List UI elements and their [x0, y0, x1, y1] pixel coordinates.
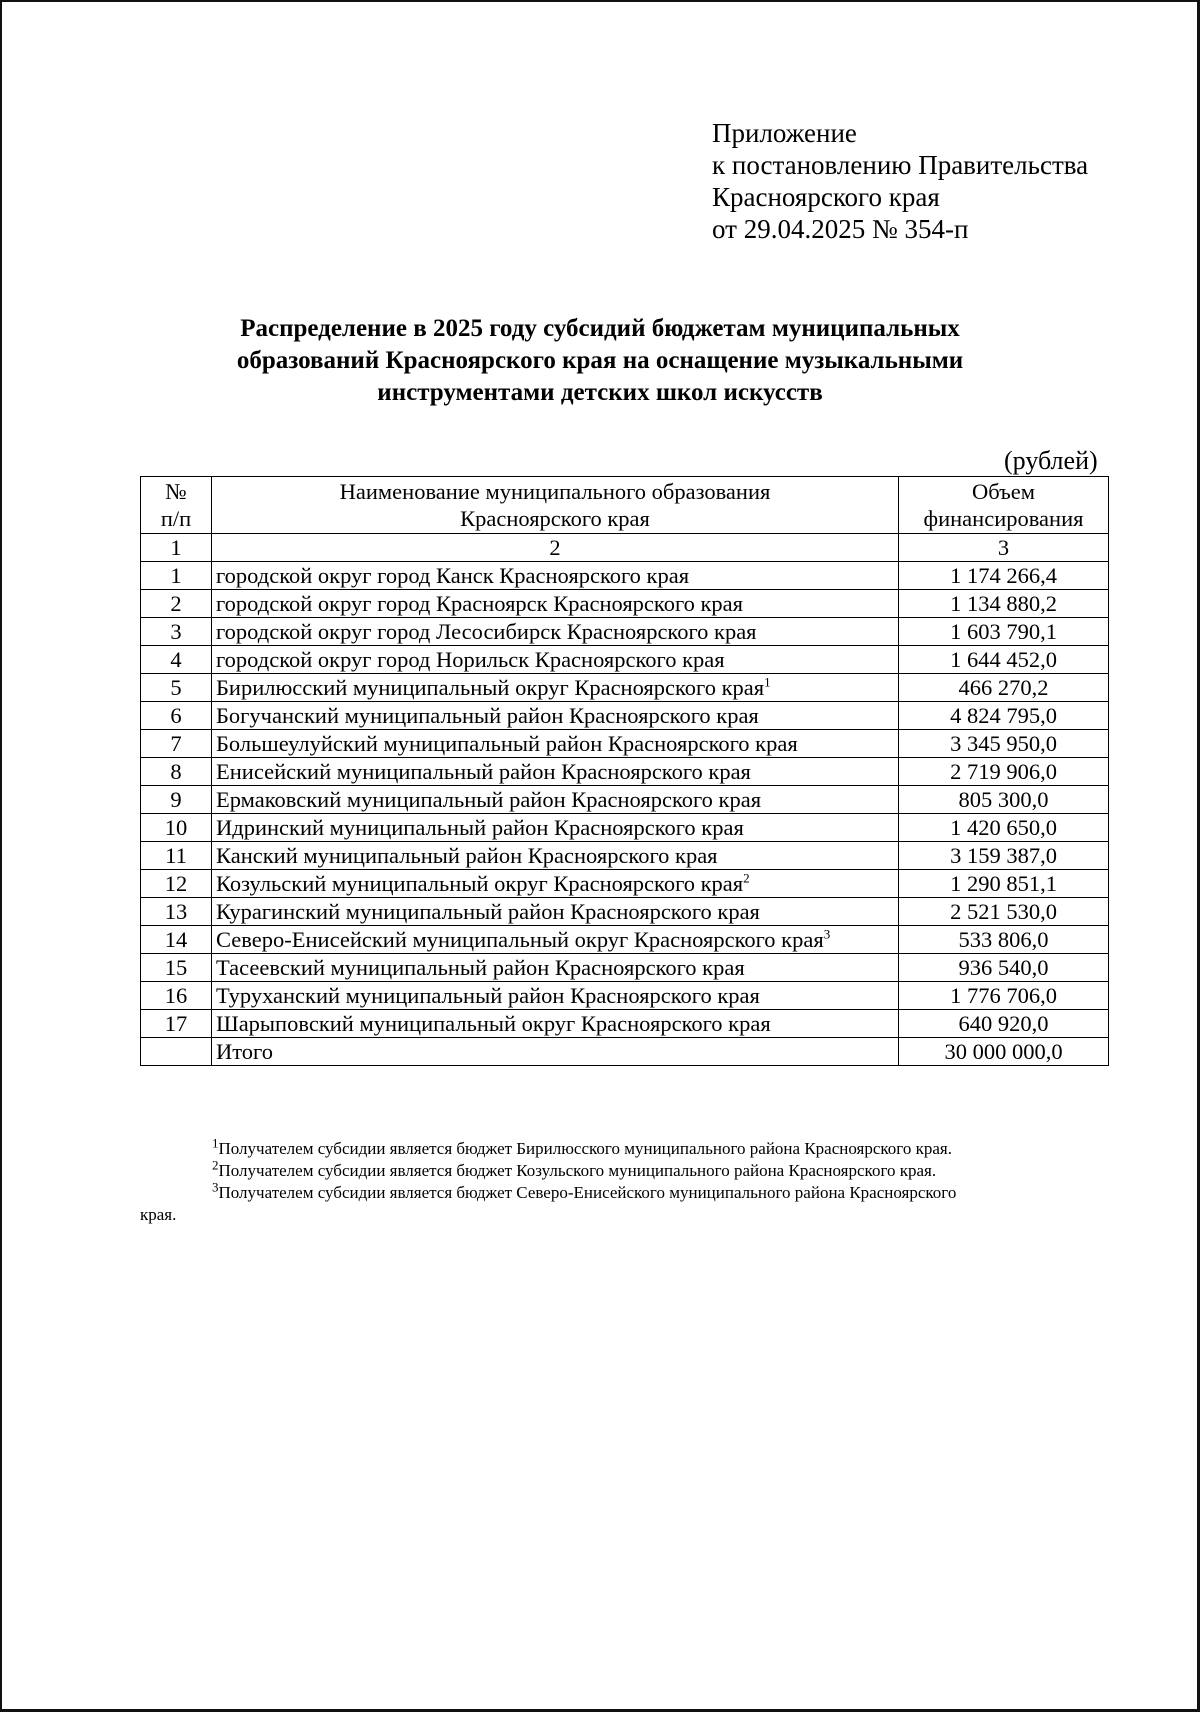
- row-name-cell: [212, 786, 899, 814]
- total-amount: 30 000 000,0: [899, 1038, 1109, 1066]
- table-row: [141, 618, 1109, 646]
- column-number: 1: [141, 534, 212, 562]
- footnote-text: Получателем субсидии является бюджет Северо-Енисейского муниципального района Красноярского: [218, 1183, 957, 1202]
- municipality-name: Курагинский муниципальный район Красноярского края: [216, 898, 760, 924]
- row-amount: 805 300,0: [899, 786, 1109, 814]
- header-name-line1: Наименование муниципального образования: [339, 479, 771, 504]
- row-amount: 936 540,0: [899, 954, 1109, 982]
- appendix-line: Красноярского края: [712, 182, 940, 212]
- row-name-cell: [212, 618, 899, 646]
- footnote-text: Получателем субсидии является бюджет Козульского муниципального района Красноярского края.: [218, 1161, 937, 1180]
- row-name-cell: [212, 646, 899, 674]
- row-number: 13: [141, 898, 212, 926]
- table-row: [141, 842, 1109, 870]
- row-amount: 2 521 530,0: [899, 898, 1109, 926]
- scan-edge-top: [0, 0, 1200, 2]
- municipality-name: Шарыповский муниципальный округ Красноярского края: [216, 1010, 771, 1036]
- municipality-name: Канский муниципальный район Красноярского края: [216, 842, 718, 868]
- footnote-text: Получателем субсидии является бюджет Бирилюсского муниципального района Красноярского края.: [218, 1139, 952, 1158]
- municipality-name: городской округ город Канск Красноярского края: [216, 562, 690, 588]
- title-line: инструментами детских школ искусств: [377, 379, 823, 406]
- footnote-mark: 3: [212, 1179, 219, 1195]
- table-row: [141, 898, 1109, 926]
- municipality-name: Богучанский муниципальный район Красноярского края: [216, 702, 759, 728]
- table-row: [141, 814, 1109, 842]
- row-amount: 533 806,0: [899, 926, 1109, 954]
- row-name-cell: [212, 954, 899, 982]
- header-num-line1: №: [165, 479, 187, 504]
- column-number: 2: [212, 534, 899, 562]
- row-name-cell: [212, 562, 899, 590]
- row-number: 7: [141, 730, 212, 758]
- row-number: 10: [141, 814, 212, 842]
- table-header-row: [141, 477, 1109, 534]
- row-name-cell: [212, 898, 899, 926]
- table-row: [141, 758, 1109, 786]
- header-amount-line1: Объем: [972, 479, 1035, 504]
- table-row: [141, 954, 1109, 982]
- appendix-line: к постановлению Правительства: [712, 150, 1089, 180]
- row-number: 4: [141, 646, 212, 674]
- row-number: 2: [141, 590, 212, 618]
- table-row: [141, 982, 1109, 1010]
- total-label: Итого: [212, 1038, 899, 1066]
- header-name-cell: [212, 477, 899, 534]
- row-number: 6: [141, 702, 212, 730]
- footnote-mark: 1: [212, 1135, 219, 1151]
- subsidy-table: [140, 476, 1109, 1066]
- header-name-line2: Красноярского края: [460, 506, 650, 531]
- row-name-cell: [212, 730, 899, 758]
- row-number: 5: [141, 674, 212, 702]
- row-amount: 3 345 950,0: [899, 730, 1109, 758]
- table-row: [141, 926, 1109, 954]
- row-name-cell: [212, 926, 899, 954]
- municipality-name: Туруханский муниципальный район Красноярского края: [216, 982, 760, 1008]
- row-number: 11: [141, 842, 212, 870]
- total-row: [141, 1038, 1109, 1066]
- table-row: [141, 730, 1109, 758]
- row-name-cell: [212, 814, 899, 842]
- row-number: 3: [141, 618, 212, 646]
- municipality-name: городской округ город Красноярск Красноярского края: [216, 590, 744, 616]
- municipality-name: Северо-Енисейский муниципальный округ Красноярского края: [216, 926, 824, 952]
- appendix-line: Приложение: [712, 118, 857, 148]
- municipality-name: Козульский муниципальный округ Красноярского края: [216, 870, 744, 896]
- row-name-cell: [212, 1010, 899, 1038]
- row-name-cell: [212, 758, 899, 786]
- municipality-name: Тасеевский муниципальный район Красноярского края: [216, 954, 745, 980]
- table-row: [141, 786, 1109, 814]
- table-row: [141, 702, 1109, 730]
- row-amount: 1 420 650,0: [899, 814, 1109, 842]
- row-name-cell: [212, 702, 899, 730]
- footnote: [140, 1135, 1106, 1160]
- column-number: 3: [899, 534, 1109, 562]
- row-name-cell: [212, 982, 899, 1010]
- row-name-cell: [212, 590, 899, 618]
- header-num-line2: п/п: [160, 506, 192, 531]
- row-amount: 3 159 387,0: [899, 842, 1109, 870]
- row-amount: 466 270,2: [899, 674, 1109, 702]
- title-line: образований Красноярского края на оснащение музыкальными: [236, 347, 964, 374]
- footnote-ref: 2: [743, 870, 750, 885]
- appendix-line: от 29.04.2025 № 354-п: [712, 214, 969, 244]
- table-row: [141, 590, 1109, 618]
- row-number: 9: [141, 786, 212, 814]
- table-row: [141, 1010, 1109, 1038]
- municipality-name: Енисейский муниципальный район Красноярского края: [216, 758, 751, 784]
- row-amount: 640 920,0: [899, 1010, 1109, 1038]
- footnote-ref: 3: [823, 926, 831, 941]
- row-name-cell: [212, 842, 899, 870]
- footnote: [140, 1157, 1106, 1182]
- row-name-cell: [212, 674, 899, 702]
- title-line: Распределение в 2025 году субсидий бюджетам муниципальных: [240, 315, 960, 342]
- municipality-name: Идринский муниципальный район Красноярского края: [216, 814, 744, 840]
- row-number: 8: [141, 758, 212, 786]
- row-amount: 1 290 851,1: [899, 870, 1109, 898]
- row-amount: 1 644 452,0: [899, 646, 1109, 674]
- appendix-block: [712, 117, 1088, 245]
- municipality-name: Бирилюсский муниципальный округ Красноярского края: [216, 674, 765, 700]
- currency-unit: (рублей): [1004, 446, 1098, 475]
- total-empty-cell: [141, 1038, 212, 1066]
- table-row: [141, 870, 1109, 898]
- scan-edge-left: [0, 0, 2, 1712]
- row-number: 1: [141, 562, 212, 590]
- row-number: 16: [141, 982, 212, 1010]
- header-amount-cell: [899, 477, 1109, 534]
- row-amount: 1 174 266,4: [899, 562, 1109, 590]
- row-number: 12: [141, 870, 212, 898]
- row-name-cell: [212, 870, 899, 898]
- row-amount: 1 603 790,1: [899, 618, 1109, 646]
- municipality-name: Ермаковский муниципальный район Красноярского края: [216, 786, 762, 812]
- municipality-name: Большеулуйский муниципальный район Красноярского края: [216, 730, 798, 756]
- footnotes: [140, 1135, 1106, 1226]
- footnote-mark: 2: [212, 1157, 219, 1173]
- footnote-continuation: края.: [140, 1205, 177, 1224]
- row-amount: 4 824 795,0: [899, 702, 1109, 730]
- footnote-ref: 1: [764, 674, 771, 689]
- row-number: 14: [141, 926, 212, 954]
- row-amount: 1 134 880,2: [899, 590, 1109, 618]
- table-row: [141, 562, 1109, 590]
- row-amount: 2 719 906,0: [899, 758, 1109, 786]
- header-amount-line2: финансирования: [923, 506, 1084, 531]
- row-amount: 1 776 706,0: [899, 982, 1109, 1010]
- row-number: 17: [141, 1010, 212, 1038]
- column-number-row: [141, 534, 1109, 562]
- municipality-name: городской округ город Норильск Красноярского края: [216, 646, 725, 672]
- row-number: 15: [141, 954, 212, 982]
- table-row: [141, 674, 1109, 702]
- table-row: [141, 646, 1109, 674]
- footnote: [140, 1179, 1106, 1204]
- document-title: [150, 313, 1050, 409]
- municipality-name: городской округ город Лесосибирск Красноярского края: [216, 618, 757, 644]
- header-num-cell: [141, 477, 212, 534]
